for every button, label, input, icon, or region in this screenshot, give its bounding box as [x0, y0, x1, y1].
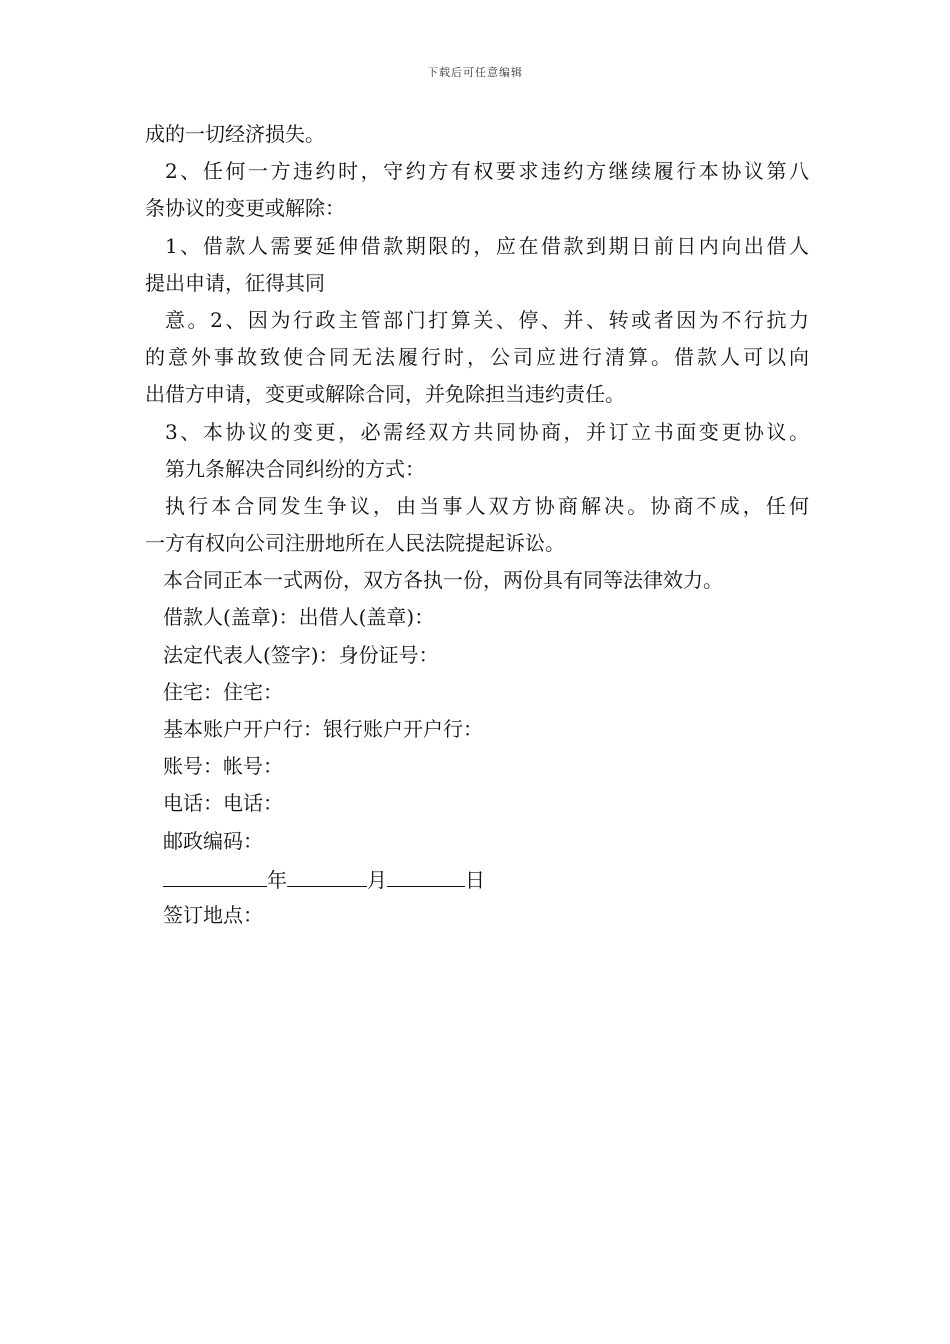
text-line: 第九条解决合同纠纷的方式：	[165, 456, 425, 481]
text-line: 执行本合同发生争议，由当事人双方协商解决。协商不成，任何	[165, 493, 809, 518]
text-line: 一方有权向公司注册地所在人民法院提起诉讼。	[145, 531, 565, 556]
text-line: 条协议的变更或解除：	[145, 196, 345, 221]
legal-representative: 法定代表人(签字)：身份证号：	[163, 642, 439, 667]
bank-branch: 基本账户开户行：银行账户开户行：	[163, 717, 483, 741]
text-line: 1、借款人需要延伸借款期限的，应在借款到期日前日内向出借人	[165, 233, 809, 258]
postal-code: 邮政编码：	[163, 828, 263, 853]
text-line: 出借方申请，变更或解除合同，并免除担当违约责任。	[145, 382, 625, 407]
day-label: 日	[465, 867, 485, 892]
text-line: 成的一切经济损失。	[145, 122, 325, 146]
year-blank	[163, 860, 267, 887]
text-line: 本合同正本一式两份，双方各执一份，两份具有同等法律效力。	[163, 568, 723, 593]
page-header: 下载后可任意编辑	[427, 66, 523, 79]
account-number: 账号：帐号：	[163, 754, 283, 779]
year-label: 年	[267, 867, 287, 892]
month-label: 月	[367, 867, 387, 892]
signing-place: 签订地点：	[163, 902, 263, 927]
month-blank	[287, 860, 367, 887]
text-line: 2、任何一方违约时，守约方有权要求违约方继续履行本协议第八	[165, 159, 809, 184]
phone: 电话：电话：	[163, 791, 283, 816]
signature-parties: 借款人(盖章)：出借人(盖章)：	[163, 605, 435, 630]
day-blank	[387, 860, 465, 887]
date-line	[145, 860, 809, 897]
text-line: 的意外事故致使合同无法履行时，公司应进行清算。借款人可以向	[145, 345, 809, 370]
text-line: 提出申请，征得其同	[145, 270, 325, 295]
residence: 住宅：住宅：	[163, 679, 283, 704]
text-line: 意。2、因为行政主管部门打算关、停、并、转或者因为不行抗力	[165, 307, 809, 332]
document-body	[145, 116, 809, 934]
text-line: 3、本协议的变更，必需经双方共同协商，并订立书面变更协议。	[165, 419, 809, 444]
